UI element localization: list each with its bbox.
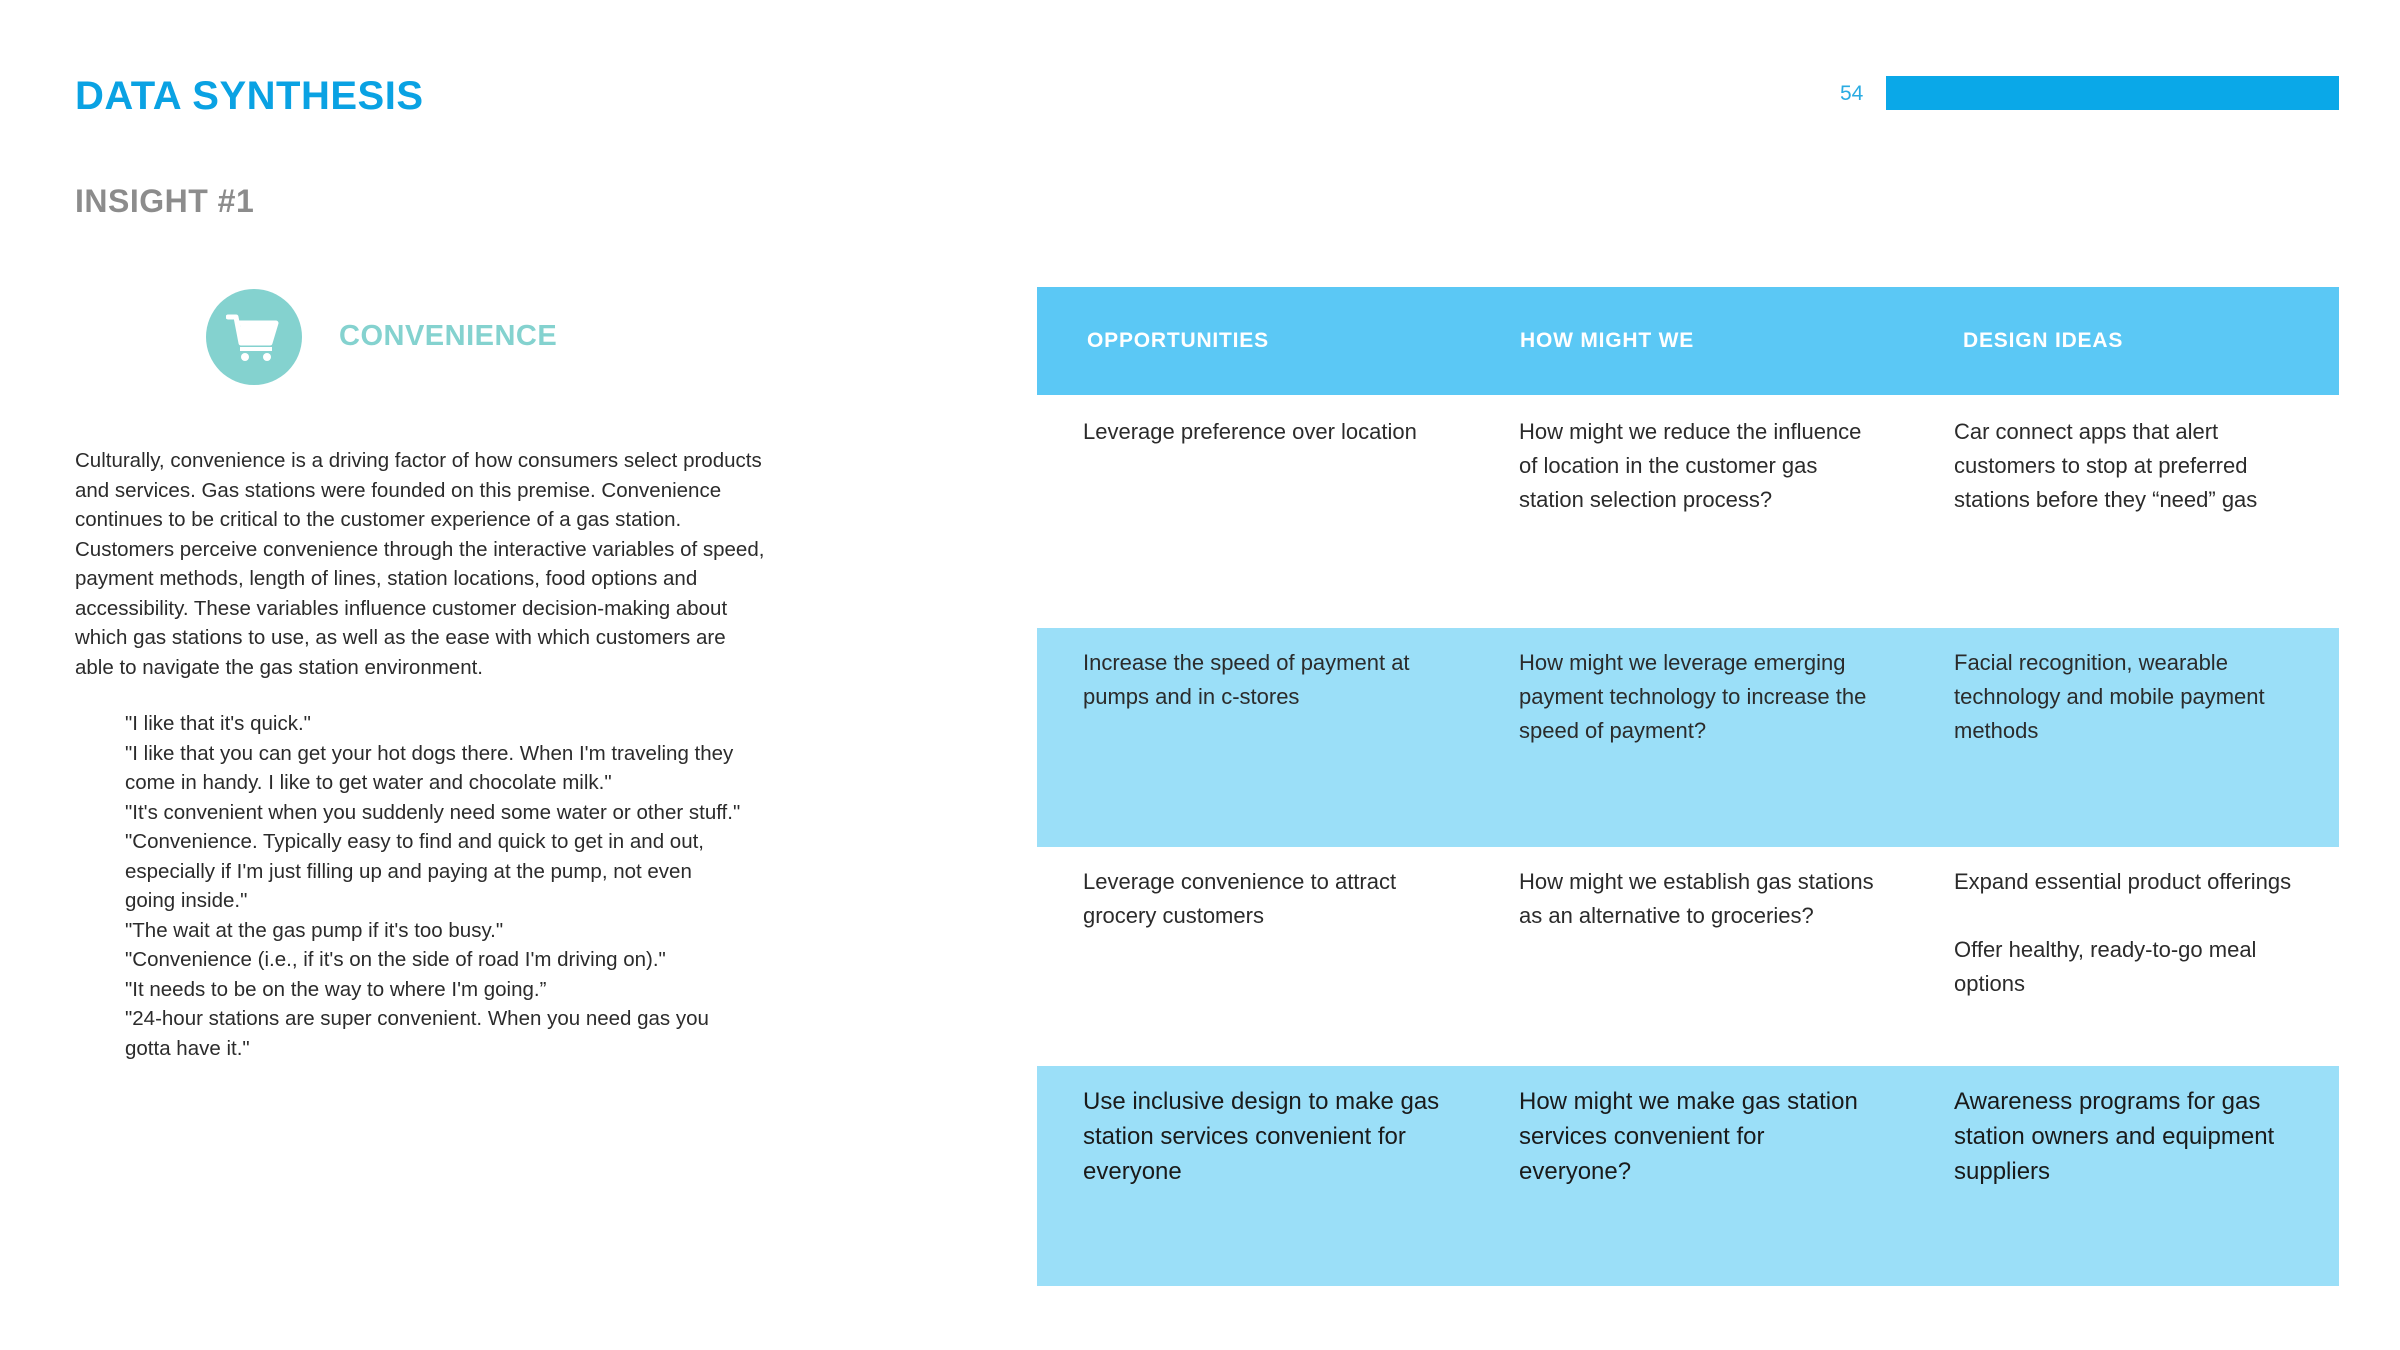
quote: "I like that it's quick.": [125, 712, 311, 735]
opportunity-cell: Increase the speed of payment at pumps and in c-stores: [1083, 650, 1410, 709]
column-header-how-might-we: HOW MIGHT WE: [1520, 329, 1695, 352]
how-might-we-cell: How might we establish gas stations as an alternative to groceries?: [1519, 869, 1874, 928]
design-ideas-cell: Awareness programs for gas station owners and equipment suppliers: [1954, 1088, 2275, 1185]
table-row: [1037, 847, 2339, 1066]
how-might-we-cell: How might we make gas station services convenient for everyone?: [1519, 1088, 1858, 1185]
quote: "Convenience (i.e., if it's on the side of road I'm driving on).": [125, 948, 666, 971]
design-ideas-cell: Facial recognition, wearable technology and mobile payment methods: [1954, 650, 2265, 743]
table-header: [1037, 287, 2339, 395]
opportunity-cell: Leverage preference over location: [1083, 419, 1417, 444]
column-header-opportunities: OPPORTUNITIES: [1087, 329, 1269, 352]
insight-table: [1037, 287, 2339, 1286]
insight-label: INSIGHT #1: [75, 183, 255, 219]
table-row: [1037, 1066, 2339, 1286]
quote: "It needs to be on the way to where I'm going.”: [125, 977, 547, 1001]
design-ideas-cell: Expand essential product offerings Offer healthy, ready-to-go meal options: [1954, 869, 2292, 996]
quote-list: [125, 709, 745, 1063]
opportunity-cell: Use inclusive design to make gas station services convenient for everyone: [1083, 1088, 1440, 1185]
category-heading: CONVENIENCE: [339, 320, 558, 352]
table-row: [1037, 395, 2339, 628]
intro-paragraph: Culturally, convenience is a driving factor of how consumers select products and services. Gas stations were founded on this premise. Convenience continues to be critical to the customer experience of a gas station. Customers perceive convenience through the interactive variables of speed, payment methods, length of lines, station locations, food options and accessibility. These variables influence customer decision-making about which gas stations to use, as well as the ease with which customers are able to navigate the gas station environment.: [75, 449, 765, 679]
page-title: DATA SYNTHESIS: [75, 74, 424, 118]
quote: "It's convenient when you suddenly need some water or other stuff.": [125, 800, 741, 824]
quote: "The wait at the gas pump if it's too busy.": [125, 918, 504, 942]
quote: "Convenience. Typically easy to find and quick to get in and out, especially if I'm just filling up and paying at the pump, not even going inside.": [125, 830, 704, 912]
category-badge: [206, 289, 302, 385]
how-might-we-cell: How might we leverage emerging payment technology to increase the speed of payment?: [1519, 650, 1867, 743]
quote: "24-hour stations are super convenient. When you need gas you gotta have it.": [125, 1007, 709, 1060]
quote: "I like that you can get your hot dogs there. When I'm traveling they come in handy. I like to get water and chocolate milk.": [125, 741, 734, 794]
header-accent-bar: [1886, 76, 2339, 110]
shopping-cart-icon: [226, 311, 282, 363]
table-row: [1037, 628, 2339, 847]
how-might-we-cell: How might we reduce the influence of location in the customer gas station selection process?: [1519, 419, 1862, 512]
page-number: 54: [1840, 82, 1864, 105]
opportunity-cell: Leverage convenience to attract grocery customers: [1083, 869, 1397, 928]
design-ideas-cell: Car connect apps that alert customers to stop at preferred stations before they “need” gas: [1954, 419, 2258, 512]
column-header-design-ideas: DESIGN IDEAS: [1963, 329, 2124, 352]
